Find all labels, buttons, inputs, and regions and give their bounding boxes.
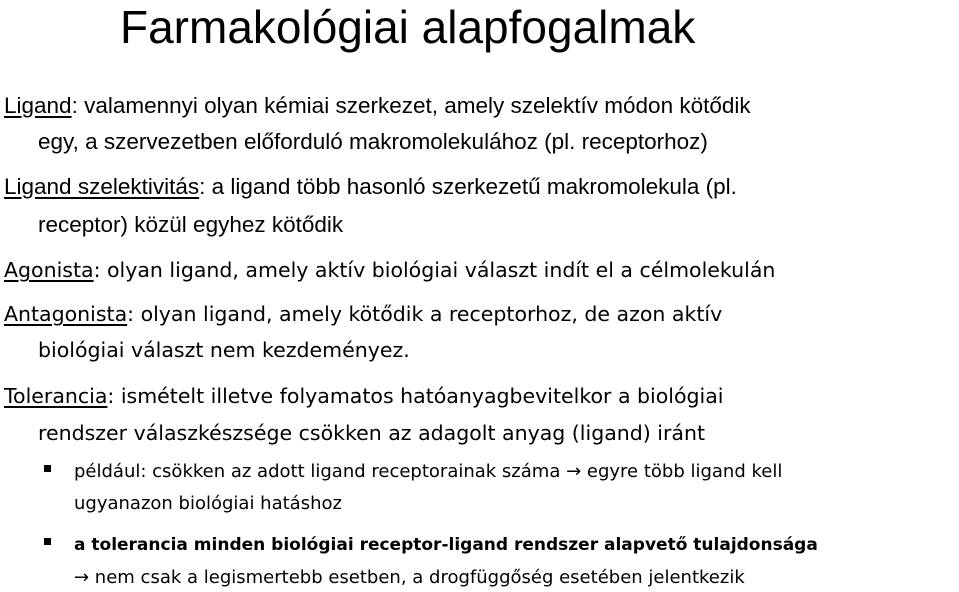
antagonist-term: Antagonista — [4, 302, 128, 326]
page-title: Farmakológiai alapfogalmak — [120, 1, 696, 53]
ligand-definition-line-2: egy, a szervezetben előforduló makromolekulához (pl. receptorhoz) — [38, 129, 708, 154]
bullet-2-line-1: a tolerancia minden biológiai receptor-ligand rendszer alapvető tulajdonsága — [74, 535, 818, 555]
agonist-term: Agonista — [4, 258, 94, 282]
agonist-definition-text: : olyan ligand, amely aktív biológiai választ indít el a célmolekulán — [93, 258, 776, 282]
agonist-definition-line-1 — [4, 257, 775, 283]
selectivity-definition-line-2: receptor) közül egyhez kötődik — [38, 212, 344, 237]
bullet-marker — [44, 465, 51, 472]
antagonist-definition-line-1 — [4, 301, 722, 327]
tolerance-term: Tolerancia — [4, 384, 108, 408]
bullet-1-line-2: ugyanazon biológiai hatáshoz — [74, 493, 342, 514]
tolerance-definition-line-2: rendszer válaszkészsége csökken az adagolt anyag (ligand) iránt — [38, 421, 706, 445]
selectivity-term: Ligand szelektivitás — [4, 174, 200, 199]
ligand-definition-text: : valamennyi olyan kémiai szerkezet, amely szelektív módon kötődik — [71, 93, 751, 118]
selectivity-definition-line-1 — [4, 174, 737, 200]
bullet-2-line-2: → nem csak a legismertebb esetben, a drogfüggőség esetében jelentkezik — [74, 567, 745, 588]
antagonist-definition-line-2: biológiai választ nem kezdeményez. — [38, 338, 410, 362]
selectivity-definition-text: : a ligand több hasonló szerkezetű makromolekula (pl. — [199, 174, 737, 199]
bullet-marker — [44, 538, 51, 545]
tolerance-definition-line-1 — [4, 383, 724, 409]
bullet-1-line-1: például: csökken az adott ligand receptorainak száma → egyre több ligand kell — [74, 461, 783, 482]
ligand-term: Ligand — [4, 93, 72, 118]
antagonist-definition-text: : olyan ligand, amely kötődik a receptorhoz, de azon aktív — [127, 302, 723, 326]
ligand-definition-line-1 — [4, 93, 751, 119]
tolerance-definition-text: : ismételt illetve folyamatos hatóanyagbevitelkor a biológiai — [107, 384, 724, 408]
